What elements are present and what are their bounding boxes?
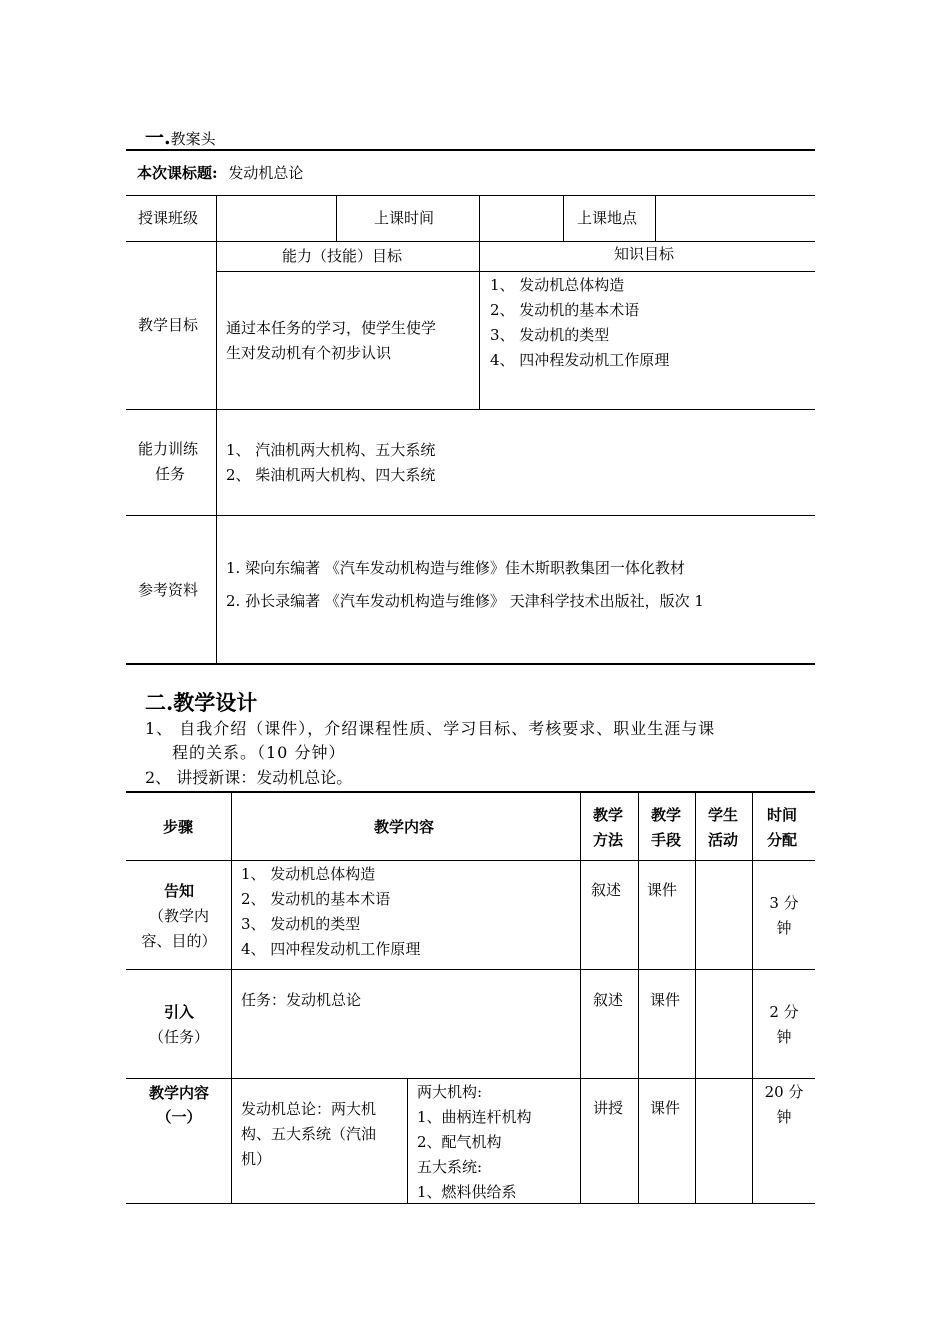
ability-header: 能力（技能）目标 xyxy=(282,247,403,265)
header-time: 时间 xyxy=(767,806,798,824)
time-label: 上课时间 xyxy=(374,209,435,227)
section2-item: 程的关系。（10 分钟） xyxy=(172,743,346,762)
means-cell: 课件 xyxy=(647,881,678,899)
header-activity: 学生 xyxy=(708,806,739,824)
divider xyxy=(126,515,815,516)
knowledge-item: 4、 四冲程发动机工作原理 xyxy=(490,351,670,369)
content-right-line: 五大系统: xyxy=(417,1158,483,1176)
section1-heading xyxy=(145,126,216,151)
divider xyxy=(126,241,815,242)
divider xyxy=(638,792,639,1204)
step-sub: 容、目的） xyxy=(141,932,217,950)
content-left-line: 构、五大系统（汽油 xyxy=(241,1125,377,1143)
divider xyxy=(126,195,815,196)
method-cell: 讲授 xyxy=(593,1099,624,1117)
knowledge-header: 知识目标 xyxy=(614,245,675,263)
lesson-title-row xyxy=(137,161,303,185)
objectives-label: 教学目标 xyxy=(138,316,199,334)
content-right-line: 两大机构: xyxy=(417,1083,483,1101)
step-title: 告知 xyxy=(163,882,194,900)
section2-heading: 二.教学设计 xyxy=(145,690,258,715)
means-cell: 课件 xyxy=(650,1099,681,1117)
step-title: 教学内容 xyxy=(148,1084,209,1102)
time-cell: 钟 xyxy=(776,1028,792,1046)
section2-item: 2、 讲授新课：发动机总论。 xyxy=(145,768,353,787)
divider xyxy=(655,195,656,241)
divider xyxy=(336,195,337,241)
divider xyxy=(695,792,696,1204)
divider xyxy=(216,271,815,272)
ability-line: 生对发动机有个初步认识 xyxy=(226,344,392,362)
class-label: 授课班级 xyxy=(138,209,199,227)
divider xyxy=(216,195,217,664)
header-means: 手段 xyxy=(651,831,682,849)
divider xyxy=(126,1078,815,1079)
place-label: 上课地点 xyxy=(577,209,638,227)
content-left-line: 机） xyxy=(241,1150,272,1168)
knowledge-item: 2、 发动机的基本术语 xyxy=(490,301,640,319)
content-item: 1、 发动机总体构造 xyxy=(241,865,376,883)
training-label-line: 能力训练 xyxy=(138,440,199,458)
content-right-line: 1、曲柄连杆机构 xyxy=(417,1108,532,1126)
reference-item: 2. 孙长录编著 《汽车发动机构造与维修》 天津科学技术出版社，版次 1 xyxy=(226,592,704,610)
divider xyxy=(126,860,815,861)
time-cell: 钟 xyxy=(776,1108,792,1126)
table1-bottom-border xyxy=(126,663,815,665)
divider xyxy=(126,969,815,970)
header-time: 分配 xyxy=(767,831,798,849)
method-cell: 叙述 xyxy=(591,881,622,899)
header-content: 教学内容 xyxy=(374,818,435,836)
divider xyxy=(231,792,232,1204)
table1-top-border xyxy=(126,149,815,151)
divider xyxy=(407,1078,408,1204)
means-cell: 课件 xyxy=(650,991,681,1009)
table2-top-border xyxy=(126,791,815,793)
divider xyxy=(752,792,753,1204)
header-step: 步骤 xyxy=(163,818,194,836)
header-method: 教学 xyxy=(593,806,624,824)
section1-heading-text: 教案头 xyxy=(170,130,216,148)
content-item: 4、 四冲程发动机工作原理 xyxy=(241,940,421,958)
ability-line: 通过本任务的学习，使学生使学 xyxy=(226,319,437,337)
training-item: 1、 汽油机两大机构、五大系统 xyxy=(226,441,436,459)
time-cell: 20 分 xyxy=(764,1083,804,1101)
divider xyxy=(580,792,581,1204)
time-cell: 钟 xyxy=(776,919,792,937)
step-sub: （教学内 xyxy=(148,907,209,925)
step-sub: （一） xyxy=(156,1108,202,1126)
references-label: 参考资料 xyxy=(138,581,199,599)
training-item: 2、 柴油机两大机构、四大系统 xyxy=(226,466,436,484)
time-cell: 3 分 xyxy=(769,894,799,912)
method-cell: 叙述 xyxy=(593,991,624,1009)
lesson-title-value: 发动机总论 xyxy=(228,164,304,182)
divider xyxy=(479,195,480,409)
reference-item: 1. 梁向东编著 《汽车发动机构造与维修》佳木斯职教集团一体化教材 xyxy=(226,559,685,577)
training-label-line: 任务 xyxy=(155,465,186,483)
lesson-title-label: 本次课标题: xyxy=(137,164,218,182)
header-method: 方法 xyxy=(593,831,624,849)
knowledge-item: 3、 发动机的类型 xyxy=(490,326,610,344)
content-item: 3、 发动机的类型 xyxy=(241,915,361,933)
divider xyxy=(563,195,564,241)
divider xyxy=(126,409,815,410)
section2-item: 1、 自我介绍（课件），介绍课程性质、学习目标、考核要求、职业生涯与课 xyxy=(145,719,716,738)
header-means: 教学 xyxy=(651,806,682,824)
step-sub: （任务） xyxy=(148,1028,209,1046)
step-title: 引入 xyxy=(163,1003,194,1021)
content-right-line: 2、配气机构 xyxy=(417,1133,502,1151)
content-item: 2、 发动机的基本术语 xyxy=(241,890,391,908)
content-right-line: 1、燃料供给系 xyxy=(417,1183,517,1201)
header-activity: 活动 xyxy=(708,831,739,849)
time-cell: 2 分 xyxy=(769,1003,799,1021)
knowledge-item: 1、 发动机总体构造 xyxy=(490,276,625,294)
section1-heading-prefix: 一. xyxy=(145,127,171,149)
content-left-line: 发动机总论：两大机 xyxy=(241,1100,377,1118)
content-item: 任务：发动机总论 xyxy=(241,991,362,1009)
